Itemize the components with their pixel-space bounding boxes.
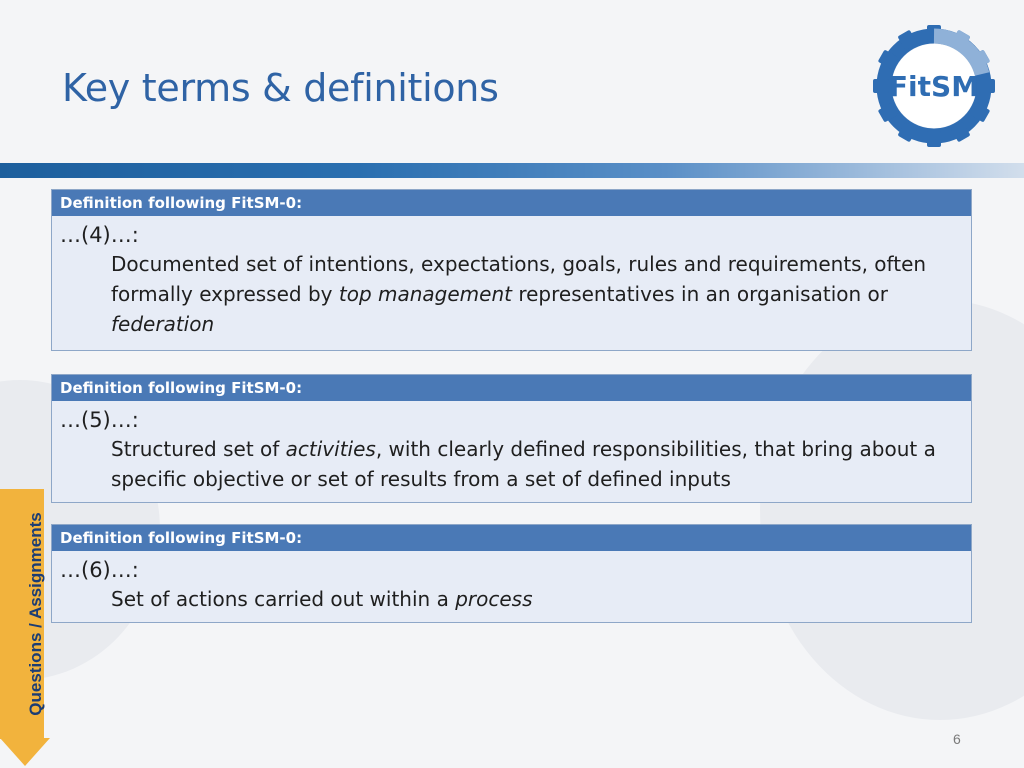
definition-text: [111, 434, 971, 494]
definition-text: [111, 249, 971, 339]
fitsm-logo: [870, 22, 998, 150]
definition-box-5: [51, 374, 972, 503]
definition-text-part: Structured set of: [111, 437, 286, 461]
background-shape: [760, 300, 1024, 720]
definition-term: …(5)…:: [60, 408, 139, 432]
definition-text-part: Set of actions carried out within a: [111, 587, 456, 611]
definition-header: Definition following FitSM-0:: [52, 190, 971, 216]
definition-header: Definition following FitSM-0:: [52, 375, 971, 401]
definition-box-6: [51, 524, 972, 623]
down-arrow-icon: [0, 738, 50, 766]
definition-text-part: Documented set of intentions, expectations, goals, rules and requirements, often formally expressed by: [111, 252, 927, 306]
side-tab-label: Questions / Assignments: [26, 512, 45, 716]
definition-box-4: [51, 189, 972, 351]
definition-text-emphasis: activities: [285, 437, 376, 461]
definition-text: [111, 584, 971, 614]
definition-header: Definition following FitSM-0:: [52, 525, 971, 551]
definition-text-emphasis: process: [455, 587, 533, 611]
definition-text-part: , with clearly defined responsibilities, that bring about a specific objective or set of results from a set of defined inputs: [111, 437, 936, 491]
definition-term: …(4)…:: [60, 223, 139, 247]
page-number: 6: [953, 731, 961, 747]
definition-text-part: representatives in an organisation or: [511, 282, 888, 306]
definition-term: …(6)…:: [60, 558, 139, 582]
definition-text-emphasis: federation: [111, 312, 215, 336]
definition-text-emphasis: top management: [338, 282, 512, 306]
header-divider: [0, 163, 1024, 178]
slide-title: Key terms & definitions: [62, 66, 499, 110]
logo-text: FitSM: [888, 70, 980, 103]
